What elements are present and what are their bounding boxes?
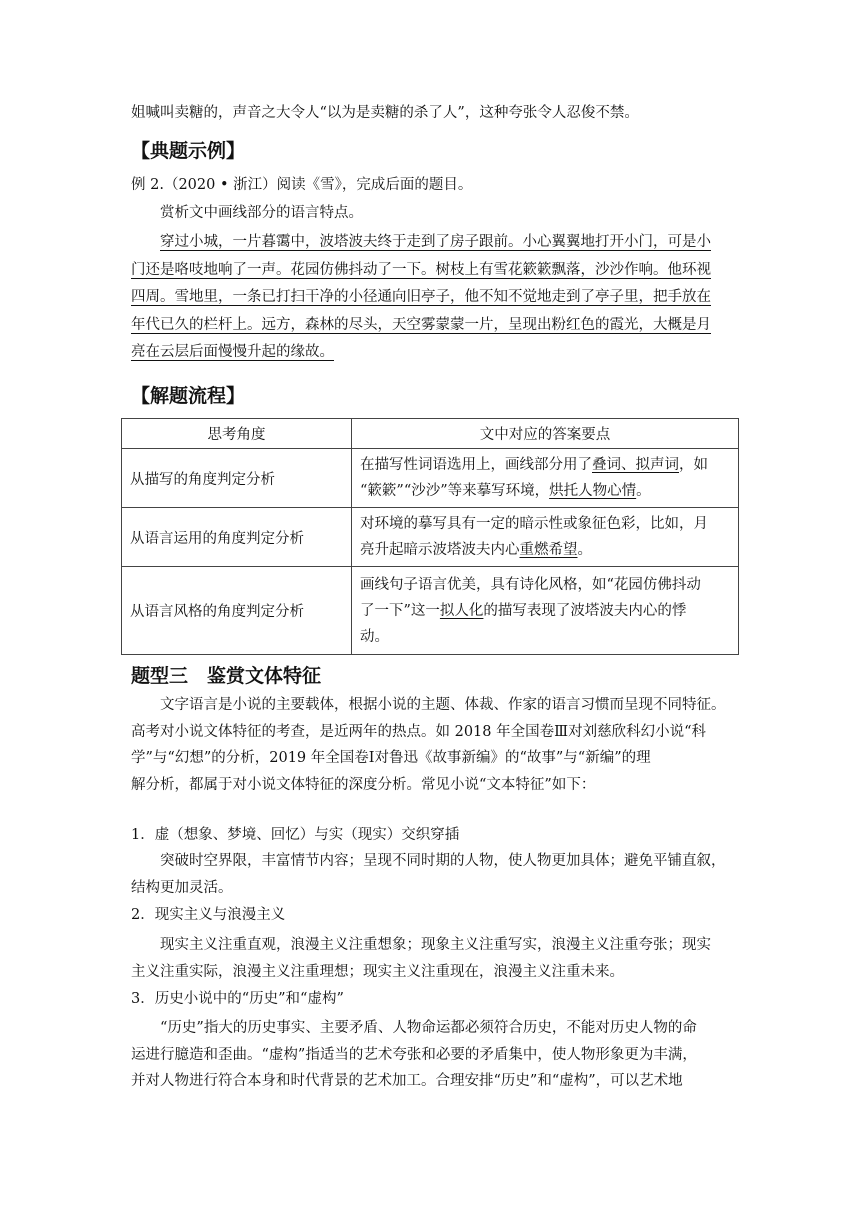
paragraph-line: 文字语言是小说的主要载体，根据小说的主题、体裁、作家的语言习惯而呈现不同特征。: [131, 697, 726, 713]
table-cell-points: [352, 567, 739, 655]
item-2-title: 2．现实主义与浪漫主义: [131, 907, 286, 923]
section-heading-example: 【典题示例】: [131, 140, 246, 162]
cell-text: 了一下”这一: [360, 602, 440, 619]
cell-text: 的描写表现了波塔波夫内心的悸: [483, 602, 687, 619]
cell-line: [360, 452, 730, 478]
cell-line: 动。: [360, 628, 389, 645]
item-2-body: [131, 932, 731, 985]
passage-line: 门还是咯吱地响了一声。花园仿佛抖动了一下。树枝上有雪花簌簌飘落，沙沙作响。他环视: [131, 261, 711, 278]
table-cell-angle: 从语言风格的角度判定分析: [122, 567, 352, 655]
underlined-keyword: 重燃希望: [519, 542, 578, 558]
cell-line: 对环境的摹写具有一定的暗示性或象征色彩，比如，月: [360, 516, 708, 532]
paragraph-line: 解分析，都属于对小说文体特征的深度分析。常见小说“文本特征”如下：: [131, 776, 596, 793]
cell-text: 在描写性词语选用上，画线部分用了: [360, 457, 592, 473]
paragraph-line: 现实主义注重直观，浪漫主义注重想象；现象主义注重写实，浪漫主义注重夸张；现实: [131, 937, 711, 953]
cell-line: [360, 478, 730, 504]
cell-text: ，如: [679, 457, 708, 473]
paragraph-line: 高考对小说文体特征的考查，是近两年的热点。如 2018 年全国卷Ⅲ对刘慈欣科幻小说“科: [131, 723, 707, 740]
cell-text: 亮升起暗示波塔波夫内心: [360, 542, 520, 558]
cell-text: 。: [636, 483, 651, 499]
underlined-keyword: 拟人化: [439, 602, 484, 619]
example-task: 赏析文中画线部分的语言特点。: [160, 205, 363, 221]
cell-line: 画线句子语言优美，具有诗化风格，如“花园仿佛抖动: [360, 576, 701, 593]
table-row: [122, 567, 739, 655]
table-header-row: [122, 419, 739, 449]
table-row: [122, 449, 739, 508]
item-1-title: 1．虚（想象、梦境、回忆）与实（现实）交织穿插: [131, 827, 460, 843]
table-cell-points: [352, 508, 739, 567]
paragraph-line: 突破时空界限，丰富情节内容；呈现不同时期的人物，使人物更加具体；避免平铺直叙，: [131, 853, 726, 869]
passage-line: 穿过小城，一片暮霭中，波塔波夫终于走到了房子跟前。小心翼翼地打开小门，可是小: [160, 234, 711, 250]
table-row: [122, 508, 739, 567]
example-intro: 例 2.（2020 • 浙江）阅读《雪》，完成后面的题目。: [131, 177, 473, 193]
cell-text: “簌簌”“沙沙”等来摹写环境，: [360, 483, 550, 499]
top-paragraph-line: 姐喊叫卖糖的，声音之大令人“以为是卖糖的杀了人”，这种夸张令人忍俊不禁。: [131, 105, 639, 121]
item-3-body: [131, 1015, 731, 1095]
cell-line: [360, 537, 730, 563]
paragraph-line: 并对人物进行符合本身和时代背景的艺术加工。合理安排“历史”和“虚构”，可以艺术地: [131, 1073, 683, 1089]
table-header-cell: 思考角度: [122, 419, 352, 449]
underlined-keyword: 叠词、拟声词: [592, 457, 679, 473]
paragraph-line: 主义注重实际，浪漫主义注重理想；现实主义注重现在，浪漫主义注重未来。: [131, 963, 624, 980]
underlined-keyword: 烘托人物心情: [549, 483, 637, 499]
table-cell-angle: 从语言运用的角度判定分析: [122, 508, 352, 567]
passage-line: 亮在云层后面慢慢升起的缘故。: [131, 344, 334, 361]
analysis-table: [121, 418, 739, 655]
table-cell-points: [352, 449, 739, 508]
paragraph-line: 运进行臆造和歪曲。“虚构”指适当的艺术夸张和必要的矛盾集中，使人物形象更为丰满，: [131, 1046, 697, 1063]
item-3-title: 3．历史小说中的“历史”和“虚构”: [131, 991, 344, 1007]
table-header-cell: 文中对应的答案要点: [352, 419, 739, 449]
section-heading-flow: 【解题流程】: [131, 385, 246, 407]
paragraph-line: 学”与“幻想”的分析，2019 年全国卷Ⅰ对鲁迅《故事新编》的“故事”与“新编”的理: [131, 750, 651, 766]
cell-line: [360, 598, 730, 624]
paragraph-line: 结构更加灵活。: [131, 879, 233, 896]
section-heading-type3: 题型三 鉴赏文体特征: [131, 665, 322, 687]
passage-line: 四周。雪地里，一条已打扫干净的小径通向旧亭子，他不知不觉地走到了亭子里，把手放在: [131, 289, 711, 306]
cell-text: 。: [577, 542, 592, 558]
example-passage-underlined: [131, 229, 731, 367]
passage-line: 年代已久的栏杆上。远方，森林的尽头，天空雾蒙蒙一片，呈现出粉红色的霞光，大概是月: [131, 316, 711, 333]
intro-paragraph: [131, 692, 731, 798]
paragraph-line: “历史”指大的历史事实、主要矛盾、人物命运都必须符合历史，不能对历史人物的命: [131, 1020, 697, 1036]
item-1-body: [131, 848, 731, 901]
table-cell-angle: 从描写的角度判定分析: [122, 449, 352, 508]
